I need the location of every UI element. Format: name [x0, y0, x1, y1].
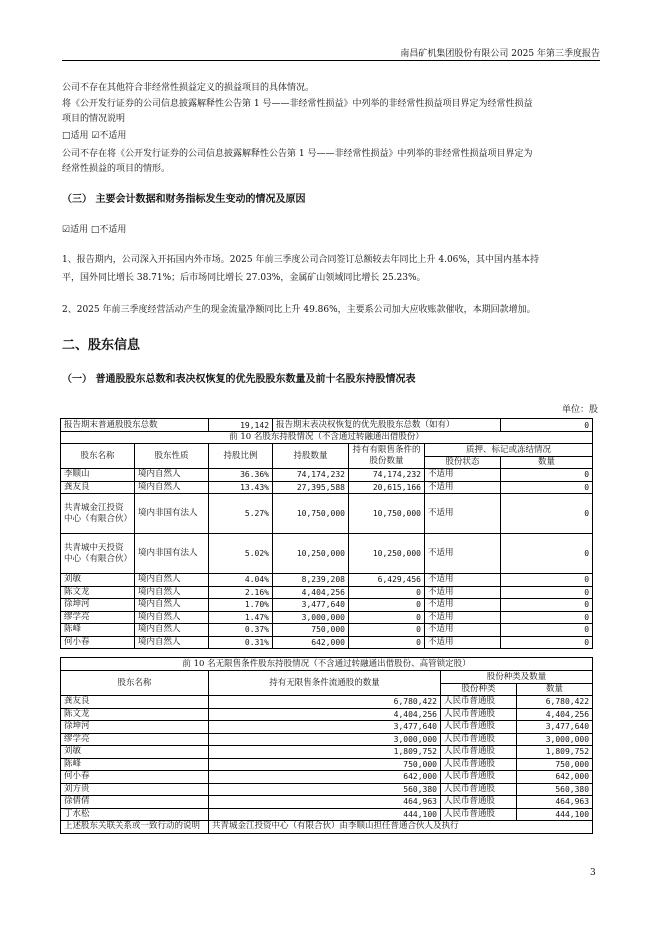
table-row: [61, 746, 593, 759]
unres-kind: 人民币普通股: [441, 758, 517, 771]
shareholder-name: 徐坤河: [61, 599, 135, 612]
unres-col-kind: 股份种类: [441, 684, 517, 696]
paragraph-3a: 公司不存在将《公开发行证券的公司信息披露解释性公告第 1 号——非经常性损益》中列举的非经常性损益项目界定为: [62, 149, 533, 159]
col-ratio: 持股比例: [209, 444, 273, 469]
top10-title: 前 10 名股东持股情况（不含通过转融通出借股份）: [61, 432, 593, 444]
shareholder-qty: 27,395,588: [273, 481, 349, 494]
shareholder-nature: 境内自然人: [135, 586, 209, 599]
table-row: [61, 733, 593, 746]
unres-kind: 人民币普通股: [441, 771, 517, 784]
table-row: [61, 758, 593, 771]
unres-title: 前 10 名无限售条件股东持股情况（不含通过转融通出借股份、高管锁定股）: [61, 658, 593, 671]
shareholder-ratio: 36.36%: [209, 469, 273, 482]
shareholder-pledge-num: 0: [501, 599, 593, 612]
shareholder-qty: 3,477,640: [273, 599, 349, 612]
table-row: [61, 494, 593, 534]
shareholder-pledge-num: 0: [501, 636, 593, 649]
unit-label: 单位：股: [561, 405, 598, 415]
unres-num: 4,404,256: [517, 708, 593, 721]
shareholder-qty: 10,250,000: [273, 534, 349, 574]
unres-qty: 4,404,256: [209, 708, 441, 721]
table-row: [61, 808, 593, 821]
total-row: [61, 419, 593, 432]
shareholder-qty: 4,404,256: [273, 586, 349, 599]
table-row: [61, 481, 593, 494]
table-row: [61, 771, 593, 784]
shareholder-ratio: 5.02%: [209, 534, 273, 574]
unres-qty: 464,963: [209, 796, 441, 809]
shareholder-nature: 境内自然人: [135, 599, 209, 612]
top10-table: [60, 443, 593, 649]
table-row: [61, 469, 593, 482]
shareholder-qty: 642,000: [273, 636, 349, 649]
unres-kind: 人民币普通股: [441, 733, 517, 746]
unres-name: 丁水松: [61, 808, 209, 821]
shareholder-name: 何小春: [61, 636, 135, 649]
unres-qty: 1,809,752: [209, 746, 441, 759]
total-value: 19,142: [209, 419, 273, 432]
table-row: [61, 574, 593, 587]
shareholder-qty: 74,174,232: [273, 469, 349, 482]
shareholder-pledge-num: 0: [501, 481, 593, 494]
header-divider: [62, 60, 600, 61]
unres-num: 3,000,000: [517, 733, 593, 746]
unres-col-qty: 持有无限售条件流通股的数量: [209, 671, 441, 696]
unres-header-row-1: [61, 671, 593, 684]
shareholder-status: 不适用: [425, 469, 501, 482]
shareholder-ratio: 1.47%: [209, 611, 273, 624]
shareholder-name: 共青城金江投资中心（有限合伙）: [61, 494, 135, 534]
shareholder-nature: 境内自然人: [135, 574, 209, 587]
table-row: [61, 696, 593, 709]
unres-name: 刘敏: [61, 746, 209, 759]
unres-qty: 642,000: [209, 771, 441, 784]
page-number: 3: [590, 868, 596, 878]
total-label: 报告期末普通股股东总数: [61, 419, 209, 432]
unres-qty: 444,100: [209, 808, 441, 821]
unres-name: 徐倩倩: [61, 796, 209, 809]
reason-2: 2、2025 年前三季度经营活动产生的现金流量净额同比上升 49.86%，主要系公司加大应收账款催收，本期回款增加。: [62, 305, 536, 315]
shareholder-restricted: 74,174,232: [349, 469, 425, 482]
shareholder-qty: 10,750,000: [273, 494, 349, 534]
shareholder-restricted: 0: [349, 586, 425, 599]
unres-qty: 750,000: [209, 758, 441, 771]
shareholder-status: 不适用: [425, 599, 501, 612]
shareholder-nature: 境内自然人: [135, 611, 209, 624]
unres-num: 464,963: [517, 796, 593, 809]
subsection-heading: （一） 普通股股东总数和表决权恢复的优先股股东数量及前十名股东持股情况表: [62, 374, 416, 385]
pref-value: 0: [501, 419, 593, 432]
shareholder-name: 李顺山: [61, 469, 135, 482]
shareholder-status: 不适用: [425, 574, 501, 587]
table-row: [61, 721, 593, 734]
unres-kind: 人民币普通股: [441, 708, 517, 721]
unres-name: 徐坤河: [61, 721, 209, 734]
paragraph-2b: 项目的情况说明: [62, 114, 126, 124]
shareholder-qty: 750,000: [273, 624, 349, 637]
shareholder-pledge-num: 0: [501, 469, 593, 482]
unres-col-num: 数量: [517, 684, 593, 696]
unres-qty: 6,780,422: [209, 696, 441, 709]
shareholder-restricted: 0: [349, 599, 425, 612]
relation-label: 上述股东关联关系或一致行动的说明: [61, 821, 209, 834]
unres-title-row: [61, 658, 593, 671]
unres-num: 3,477,640: [517, 721, 593, 734]
table-row: [61, 611, 593, 624]
unrestricted-table: [60, 657, 593, 834]
unres-col-name: 股东名称: [61, 671, 209, 696]
shareholder-status: 不适用: [425, 481, 501, 494]
unres-qty: 3,000,000: [209, 733, 441, 746]
shareholder-ratio: 2.16%: [209, 586, 273, 599]
shareholder-qty: 3,000,000: [273, 611, 349, 624]
col-name: 股东名称: [61, 444, 135, 469]
page-header: 南昌矿机集团股份有限公司 2025 年第三季度报告: [400, 49, 600, 59]
shareholder-name: 陈文龙: [61, 586, 135, 599]
unres-name: 刘方贵: [61, 783, 209, 796]
shareholder-restricted: 10,250,000: [349, 534, 425, 574]
shareholder-pledge-num: 0: [501, 494, 593, 534]
shareholder-status: 不适用: [425, 586, 501, 599]
shareholder-table: [60, 418, 593, 444]
unres-qty: 3,477,640: [209, 721, 441, 734]
relation-row: [61, 821, 593, 834]
section-heading-3: （三） 主要会计数据和财务指标发生变动的情况及原因: [62, 194, 306, 205]
shareholder-ratio: 5.27%: [209, 494, 273, 534]
shareholder-pledge-num: 0: [501, 534, 593, 574]
unres-qty: 560,380: [209, 783, 441, 796]
unres-name: 龚友良: [61, 696, 209, 709]
paragraph-3b: 经常性损益的项目的情形。: [62, 164, 171, 174]
shareholder-restricted: 20,615,166: [349, 481, 425, 494]
shareholder-pledge-num: 0: [501, 611, 593, 624]
shareholder-pledge-num: 0: [501, 586, 593, 599]
shareholder-restricted: 10,750,000: [349, 494, 425, 534]
shareholder-restricted: 0: [349, 624, 425, 637]
unres-kind: 人民币普通股: [441, 808, 517, 821]
shareholder-name: 刘敏: [61, 574, 135, 587]
shareholder-ratio: 0.37%: [209, 624, 273, 637]
shareholder-pledge-num: 0: [501, 574, 593, 587]
col-nature: 股东性质: [135, 444, 209, 469]
shareholder-nature: 境内非国有法人: [135, 534, 209, 574]
table-row: [61, 624, 593, 637]
shareholder-restricted: 0: [349, 636, 425, 649]
unres-kind: 人民币普通股: [441, 696, 517, 709]
section-heading-2: 二、股东信息: [62, 338, 141, 353]
unres-name: 何小春: [61, 771, 209, 784]
shareholder-pledge-num: 0: [501, 624, 593, 637]
unres-num: 6,780,422: [517, 696, 593, 709]
shareholder-name: 共青城中天投资中心（有限合伙）: [61, 534, 135, 574]
table-row: [61, 534, 593, 574]
shareholder-name: 缪学亮: [61, 611, 135, 624]
applicability-1: □适用 ☑不适用: [62, 131, 127, 141]
relation-text: 共青城金江投资中心（有限合伙）由李顺山担任普通合伙人及执行: [209, 821, 593, 834]
col-qty: 持股数量: [273, 444, 349, 469]
shareholder-ratio: 13.43%: [209, 481, 273, 494]
shareholder-name: 龚友良: [61, 481, 135, 494]
unres-kind: 人民币普通股: [441, 783, 517, 796]
top10-header-row-1: [61, 444, 593, 457]
pref-label: 报告期末表决权恢复的优先股股东总数（如有）: [273, 419, 501, 432]
top10-title-row: [61, 432, 593, 444]
table-row: [61, 636, 593, 649]
applicability-2: ☑适用 □不适用: [62, 225, 127, 235]
shareholder-name: 陈峰: [61, 624, 135, 637]
paragraph-1: 公司不存在其他符合非经常性损益定义的损益项目的具体情况。: [62, 83, 315, 93]
unres-col-group: 股份种类及数量: [441, 671, 593, 684]
unres-name: 陈文龙: [61, 708, 209, 721]
shareholder-restricted: 6,429,456: [349, 574, 425, 587]
shareholder-nature: 境内自然人: [135, 469, 209, 482]
col-status: 股份状态: [425, 457, 501, 469]
shareholder-status: 不适用: [425, 611, 501, 624]
unres-num: 1,809,752: [517, 746, 593, 759]
unres-num: 750,000: [517, 758, 593, 771]
shareholder-status: 不适用: [425, 494, 501, 534]
unres-name: 陈峰: [61, 758, 209, 771]
col-restricted: 持有有限售条件的股份数量: [349, 444, 425, 469]
table-row: [61, 796, 593, 809]
table-row: [61, 586, 593, 599]
col-num: 数量: [501, 457, 593, 469]
shareholder-status: 不适用: [425, 534, 501, 574]
shareholder-ratio: 1.70%: [209, 599, 273, 612]
unres-kind: 人民币普通股: [441, 721, 517, 734]
unres-kind: 人民币普通股: [441, 746, 517, 759]
shareholder-ratio: 4.04%: [209, 574, 273, 587]
paragraph-2a: 将《公开发行证券的公司信息披露解释性公告第 1 号——非经常性损益》中列举的非经常性损益项目界定为经常性损益: [62, 99, 533, 109]
col-pledge: 质押、标记或冻结情况: [425, 444, 593, 457]
unres-num: 642,000: [517, 771, 593, 784]
shareholder-status: 不适用: [425, 636, 501, 649]
shareholder-nature: 境内自然人: [135, 481, 209, 494]
shareholder-qty: 8,239,208: [273, 574, 349, 587]
unres-kind: 人民币普通股: [441, 796, 517, 809]
shareholder-restricted: 0: [349, 611, 425, 624]
shareholder-nature: 境内自然人: [135, 624, 209, 637]
shareholder-status: 不适用: [425, 624, 501, 637]
unres-num: 560,380: [517, 783, 593, 796]
unres-name: 缪学亮: [61, 733, 209, 746]
shareholder-ratio: 0.31%: [209, 636, 273, 649]
table-row: [61, 783, 593, 796]
reason-1a: 1、报告期内，公司深入开拓国内外市场。2025 年前三季度公司合同签订总额较去年同比上升 4.06%，其中国内基本持: [62, 255, 539, 265]
shareholder-nature: 境内自然人: [135, 636, 209, 649]
reason-1b: 平，国外同比增长 38.71%；后市场同比增长 27.03%，金属矿山领域同比增长 25.23%。: [62, 273, 426, 283]
table-row: [61, 708, 593, 721]
shareholder-nature: 境内非国有法人: [135, 494, 209, 534]
unres-num: 444,100: [517, 808, 593, 821]
table-row: [61, 599, 593, 612]
